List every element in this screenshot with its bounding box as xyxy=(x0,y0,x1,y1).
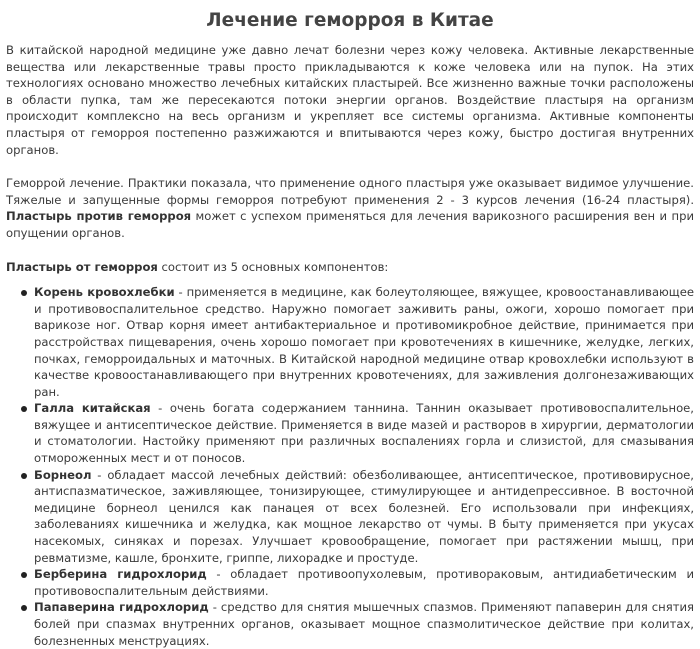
treatment-paragraph xyxy=(6,175,694,241)
list-item xyxy=(34,566,694,599)
list-item xyxy=(34,400,694,466)
bullet-icon xyxy=(21,605,27,611)
components-intro xyxy=(6,259,694,276)
treatment-text: Геморрой лечение. Практики показала, что применение одного пластыря уже оказывает видимое улучшение. Тяжелые и запущенные формы геморроя потребуют применения 2 - 3 курсов лечения (16-24 пластыря). xyxy=(6,176,694,207)
components-intro-bold: Пластырь от геморроя xyxy=(6,259,158,274)
component-description: - обладает массой лечебных действий: обезболивающее, антисептическое, противовирусное, антиспазматическое, заживляющее, тонизирующее, стимулирующее и антидепрессивное. В восточной медицине борнеол ценился как панацея от всех болезней. Его использовали при инфекциях, заболеваниях кишечника и желудка, как мощное лекарство от чумы. В быту применяется при укусах насекомых, синяках и порезах. Улучшает кровообращение, помогает при растяжении мышц, при ревматизме, кашле, бронхите, гриппе, лихорадке и простуде. xyxy=(34,467,694,565)
component-description: - средство для снятия мышечных спазмов. Применяют папаверин для снятия болей при спазмах внутренних органов, оказывает мощное спазмолитическое действие при колитах, болезненных менструациях. xyxy=(34,600,694,648)
component-name: Борнеол xyxy=(34,467,92,482)
list-item xyxy=(34,467,694,567)
bullet-icon xyxy=(21,290,27,296)
bullet-icon xyxy=(21,572,27,578)
treatment-tail: может с успехом применяться для лечения варикозного расширения вен и при опущении органов. xyxy=(6,209,694,240)
component-description: - обладает противоопухолевым, противораковым, антидиабетическим и противовоспалительным действиями. xyxy=(34,567,695,598)
components-list xyxy=(6,284,694,649)
bullet-icon xyxy=(21,406,27,412)
intro-paragraph: В китайской народной медицине уже давно лечат болезни через кожу человека. Активные лекарственные вещества или лекарственные травы просто прикладываются к коже человека или на пупок. На этих технологиях основано множество лечебных китайских пластырей. Все жизненно важные точки расположены в области пупка, там же пересекаются потоки энергии органов. Воздействие пластыря на организм происходит комплексно на весь организм и укрепляет все системы организма. Активные компоненты пластыря от геморроя постепенно разжижаются и впитываются через кожу, быстро достигая внутренних органов. xyxy=(6,43,694,157)
component-name: Галла китайская xyxy=(34,401,151,416)
component-name: Папаверина гидрохлорид xyxy=(34,600,209,615)
component-description: - очень богата содержанием таннина. Таннин оказывает противовоспалительное, вяжущее и антисептическое действие. Применяется в виде мазей и растворов в хирургии, дерматологии и стоматологии. Настойку применяют при различных воспалениях горла и слизистой, для смазывания отмороженных мест и от поносов. xyxy=(34,401,694,466)
list-item xyxy=(34,284,694,400)
components-intro-tail: состоит из 5 основных компонентов: xyxy=(157,259,389,274)
page-title: Лечение геморроя в Китае xyxy=(206,10,494,31)
list-item xyxy=(34,599,694,649)
component-name: Берберина гидрохлорид xyxy=(34,567,207,582)
component-description: - применяется в медицине, как болеутоляющее, вяжущее, кровоостанавливающее и противовоспалительное средство. Наружно помогает заживить раны, ожоги, хорошо помогает при варикозе ног. Отвар корня имеет антибактериальное и противомикробное действие, принимается при расстройствах пищеварения, очень хорошо помогает при кровотечениях в кишечнике, желудке, легких, почках, геморроидальных и маточных. В Китайской народной медицине отвар кровохлебки используют в качестве кровоостанавливающего при внутренних кровотечениях, для заживления долгонезаживающих ран. xyxy=(34,285,694,399)
treatment-bold-phrase: Пластырь против геморроя xyxy=(6,209,192,224)
bullet-icon xyxy=(21,473,27,479)
component-name: Корень кровохлебки xyxy=(34,285,175,300)
